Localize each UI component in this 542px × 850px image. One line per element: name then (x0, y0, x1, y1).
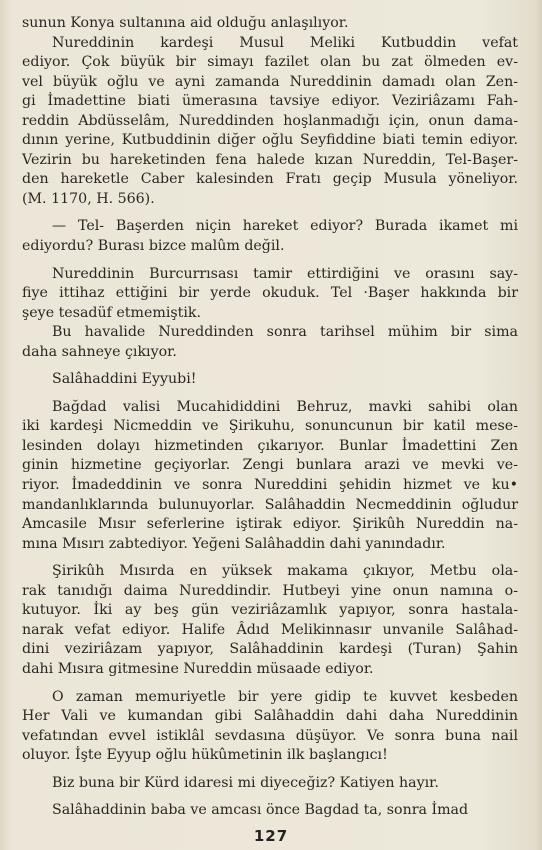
text-line: Salâhaddini Eyyubi! (52, 371, 197, 388)
page-body (22, 14, 518, 821)
text-line: Bağdad valisi Mucahididdini Behruz, mavki sahibi olan (52, 398, 518, 415)
text-line: Salâhaddinin baba ve amcası önce Bagdad ta, sonra İmad (52, 802, 469, 819)
text-line: reddin Abdüsselâm, Nureddinden hoşlanmadığı için, onun dama- (22, 112, 518, 129)
text-line: Amcasile Mısır seferlerine iştirak ediyor. Şirikûh Nureddin na- (22, 516, 518, 533)
text-line: ginin hizmetine geçiyorlar. Zengi bunlara arazi ve mevki ve- (22, 457, 518, 474)
text-line: riyor. İmadeddinin ve sonra Nureddini şehidin hizmet ve ku• (22, 477, 518, 494)
text-line: O zaman memuriyetle bir yere gidip te kuvvet kesbeden (52, 688, 518, 705)
paragraph (22, 217, 518, 256)
paragraph (22, 774, 518, 794)
text-line: daha sahneye çıkıyor. (22, 343, 177, 360)
text-line: den hareketle Caber kalesinden Fratı geçip Musula yöneliyor. (22, 171, 518, 188)
text-line: narak vefat ediyor. Halife Âdıd Melikinnasır unvanile Salâhad- (22, 621, 518, 638)
text-line: lesinden dolayı hizmetinden çıkarıyor. Bunlar İmadettini Zen (22, 437, 518, 454)
text-line: dının yerine, Kutbuddinin diğer oğlu Seyfiddine biati temin ediyor. (22, 132, 518, 149)
text-line: — Tel- Başerden niçin hareket ediyor? Burada ikamet mi (52, 218, 518, 235)
text-line: rak tanıdığı daima Nureddindir. Hutbeyi yine onun namına o- (22, 582, 518, 599)
text-line: Vezirin bu hareketinden fena halede kızan Nureddin, Tel-Başer- (22, 151, 518, 168)
text-line: vefatından evvel istiklâl sevdasına düşüyor. Ve sonra buna nail (22, 727, 518, 744)
paragraph (22, 398, 518, 554)
text-line: dini veziriâzam yapıyor, Salâhaddinin kardeşi (Turan) Şahin (22, 641, 518, 658)
text-line: fiye ittihaz ettiğini bir yerde okuduk. Tel ·Başer hakkında bir (22, 285, 518, 302)
text-line: iki kardeşi Nicmeddin ve Şirikuhu, sonuncunun bir katil mese- (22, 418, 518, 435)
text-line: Nureddinin kardeşi Musul Meliki Kutbuddin vefat (52, 34, 518, 51)
text-line: Şirikûh Mısırda en yüksek makama çıkıyor, Metbu ola- (52, 563, 518, 580)
text-line: Her Vali ve kumandan gibi Salâhaddin dahi daha Nureddinin (22, 708, 518, 725)
text-line: ediyordu? Burası bizce malûm değil. (22, 238, 285, 255)
text-line: gi İmadettine biati ümerasına tavsiye ediyor. Veziriâzamı Fah- (22, 93, 518, 110)
text-line: oluyor. İşte Eyyup oğlu hükûmetinin ilk başlangıcı! (22, 747, 388, 764)
text-line: Biz buna bir Kürd idaresi mi diyeceğiz? Katiyen hayır. (52, 774, 439, 791)
text-line: sunun Konya sultanına aid olduğu anlaşılıyor. (22, 15, 349, 31)
text-line: Nureddinin Burcurrısası tamir ettirdiğini ve orasını say- (52, 265, 518, 282)
text-line: mandanlıklarında bulunuyorlar. Salâhaddin Necmeddinin oğludur (22, 496, 518, 513)
paragraph (22, 265, 518, 324)
text-line: kutuyor. İki ay beş gün veziriâzamlık yapıyor, sonra hastala- (22, 602, 518, 619)
text-line: dahi Mısıra gitmesine Nureddin müsaade ediyor. (22, 660, 374, 677)
text-line: Bu havalide Nureddinden sonra tarihsel mühim bir sima (52, 324, 518, 341)
paragraph (22, 14, 518, 34)
text-line: vel büyük oğlu ve ayni zamanda Nureddinin damadı olan Zen- (22, 73, 518, 90)
paragraph (22, 34, 518, 210)
paragraph (22, 562, 518, 679)
text-line: (M. 1170, H. 566). (22, 190, 155, 207)
paragraph (22, 688, 518, 766)
page-number: 127 (253, 827, 289, 845)
paragraph (22, 323, 518, 362)
text-line: şeye tesadüf etmemiştik. (22, 304, 201, 321)
paragraph (22, 370, 518, 390)
text-line: mına Mısırı zabtediyor. Yeğeni Salâhaddin dahi yanındadır. (22, 535, 446, 552)
text-line: ediyor. Çok büyük bir simayı fazilet olan bu zat ölmeden ev- (22, 54, 518, 71)
paragraph (22, 801, 518, 821)
